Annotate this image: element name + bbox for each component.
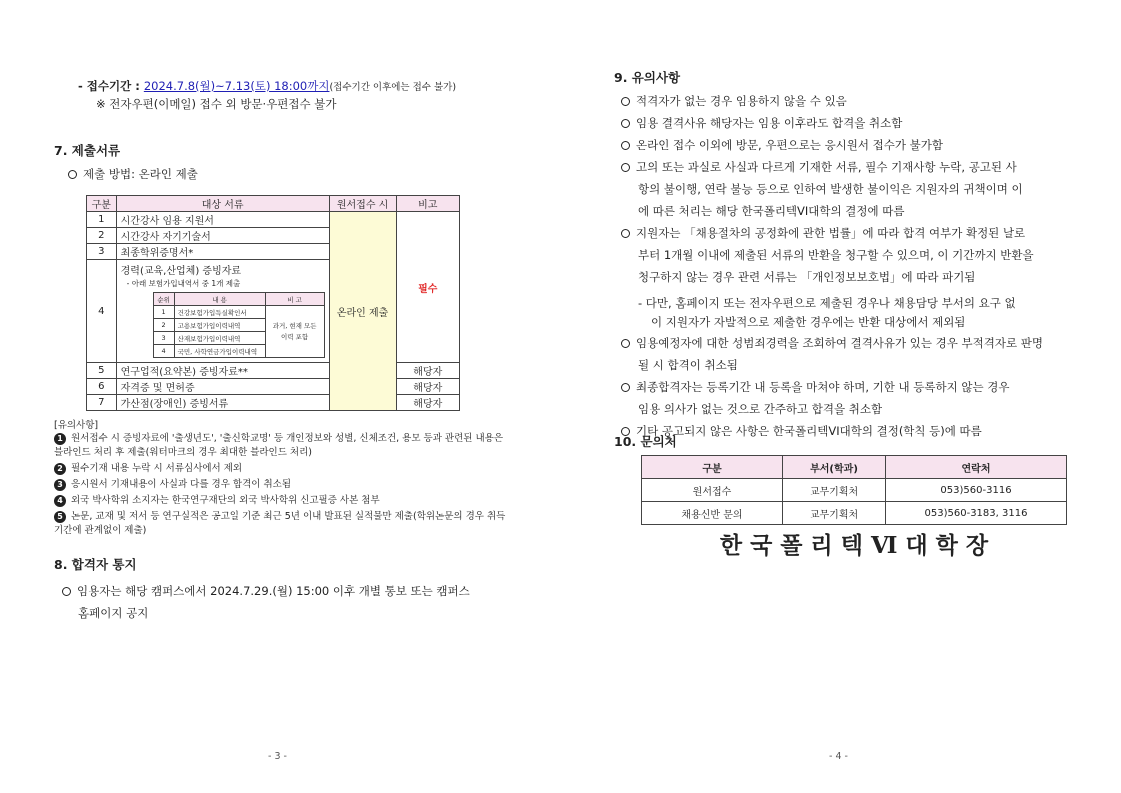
- note-number: 4: [54, 495, 66, 507]
- notice-text: 에 따른 처리는 해당 한국폴리텍VI대학의 결정에 따름: [638, 204, 905, 218]
- contact-dept: 교무기획처: [783, 479, 886, 502]
- submit-method: [68, 166, 198, 182]
- note-item: [54, 478, 514, 492]
- row-note: 해당자: [396, 379, 459, 395]
- row-no: 6: [87, 379, 117, 395]
- circle-bullet-icon: [621, 339, 630, 348]
- table-row: [642, 502, 1067, 525]
- inner-no: 2: [153, 319, 174, 332]
- section-10-title: 10. 문의처: [614, 434, 677, 449]
- notify-text-2: 홈페이지 공지: [78, 606, 149, 620]
- notice-item: [621, 90, 1076, 112]
- contact-table: [641, 455, 1067, 525]
- note-text: 응시원서 기재내용이 사실과 다를 경우 합격이 취소됨: [71, 479, 292, 490]
- circle-bullet-icon: [621, 229, 630, 238]
- notice-item: [621, 156, 1076, 222]
- contact-type: 원서접수: [642, 479, 783, 502]
- table-row: [642, 479, 1067, 502]
- circle-bullet-icon: [62, 587, 71, 596]
- inner-text: 고용보험가입이력내역: [174, 319, 265, 332]
- row-doc: 최종학위증명서*: [116, 244, 329, 260]
- contact-header: 부서(학과): [783, 456, 886, 479]
- notify-text-1: 임용자는 해당 캠퍼스에서 2024.7.29.(월) 15:00 이후 개별 통보 또는 캠퍼스: [77, 584, 470, 598]
- notice-text: 임용예정자에 대한 성범죄경력을 조회하여 결격사유가 있는 경우 부적격자로 판명: [636, 336, 1043, 350]
- inner-text: 국민, 사학연금가입이력내역: [174, 345, 265, 358]
- section-7-title: 7. 제출서류: [54, 143, 121, 158]
- notice-text: 기타 공고되지 않은 사항은 한국폴리텍VI대학의 결정(학칙 등)에 따름: [636, 424, 982, 438]
- notice-text: 지원자는 「채용절차의 공정화에 관한 법률」에 따라 합격 여부가 확정된 날로: [636, 226, 1026, 240]
- inner-note: 과거, 현재 모든 이력 포함: [265, 306, 324, 358]
- documents-table: [86, 195, 460, 411]
- note-number: 5: [54, 511, 66, 523]
- notice-text: 온라인 접수 이외에 방문, 우편으로는 응시원서 접수가 불가함: [636, 138, 943, 152]
- row-doc: 경력(교육,산업체) 증빙자료: [120, 266, 242, 277]
- required-cell: 필수: [396, 212, 459, 363]
- note-text: 논문, 교재 및 저서 등 연구실적은 공고일 기준 최근 5년 이내 발표된 실적물만 제출(학위논문의 경우 취득기간에 관계없이 제출): [54, 511, 506, 536]
- row-doc: 시간강사 임용 지원서: [116, 212, 329, 228]
- note-text: 원서접수 시 증빙자료에 '출생년도', '출신학교명' 등 개인정보와 성별, 신체조건, 용모 등과 관련된 내용은 블라인드 처리 후 제출(워터마크의 경우 최대한 블라인드 처리): [54, 433, 504, 458]
- notice-text: 임용 의사가 없는 것으로 간주하고 합격을 취소함: [638, 402, 883, 416]
- circle-bullet-icon: [621, 97, 630, 106]
- notes-title: [유의사항]: [54, 420, 99, 431]
- period-note: ※ 전자우편(이메일) 접수 외 방문·우편접수 불가: [96, 97, 337, 111]
- inner-text: 건강보험가입득실확인서: [174, 306, 265, 319]
- circle-bullet-icon: [68, 170, 77, 179]
- row-doc: 연구업적(요약본) 증빙자료**: [116, 363, 329, 379]
- note-item: [54, 432, 514, 460]
- row-doc-sub: - 아래 보험가입내역서 중 1개 제출: [126, 279, 241, 288]
- online-cell: 온라인 제출: [329, 212, 396, 411]
- inner-no: 3: [153, 332, 174, 345]
- circle-bullet-icon: [621, 163, 630, 172]
- table-row: [87, 363, 460, 379]
- notice-sub-text: 이 지원자가 자발적으로 제출한 경우에는 반환 대상에서 제외됨: [651, 315, 966, 329]
- contact-header: 연락처: [886, 456, 1067, 479]
- notice-text: 항의 불이행, 연락 불능 등으로 인하여 발생한 불이익은 지원자의 귀책이며 이: [638, 182, 1023, 196]
- row-doc: 자격증 및 면허증: [116, 379, 329, 395]
- page-number-right: - 4 -: [829, 751, 848, 762]
- notice-item: [621, 420, 1076, 442]
- row-doc: 시간강사 자기기술서: [116, 228, 329, 244]
- inner-no: 1: [153, 306, 174, 319]
- insurance-table: [153, 292, 325, 358]
- inner-no: 4: [153, 345, 174, 358]
- note-text: 필수기재 내용 누락 시 서류심사에서 제외: [71, 463, 243, 474]
- notice-sub-text: - 다만, 홈페이지 또는 전자우편으로 제출된 경우나 채용담당 부서의 요구 없: [638, 296, 1016, 310]
- header-cell: 원서접수 시: [329, 196, 396, 212]
- period-link[interactable]: 2024.7.8(월)~7.13(토) 18:00까지: [143, 79, 330, 93]
- signature: 한 국 폴 리 텍 Ⅵ 대 학 장: [719, 532, 989, 559]
- inner-text: 산재보험가입이력내역: [174, 332, 265, 345]
- notice-item: [621, 134, 1076, 156]
- inner-header: 내 용: [174, 293, 265, 306]
- note-number: 2: [54, 463, 66, 475]
- submit-method-text: 제출 방법: 온라인 제출: [83, 167, 198, 181]
- section-9-title: 9. 유의사항: [614, 70, 681, 85]
- contact-type: 채용신반 문의: [642, 502, 783, 525]
- circle-bullet-icon: [621, 383, 630, 392]
- row-no: 3: [87, 244, 117, 260]
- header-cell: 구분: [87, 196, 117, 212]
- header-cell: 대상 서류: [116, 196, 329, 212]
- inner-header: 비 고: [265, 293, 324, 306]
- row-no: 7: [87, 395, 117, 411]
- notice-list: [621, 90, 1076, 442]
- row-doc: 가산점(장애인) 증빙서류: [116, 395, 329, 411]
- note-number: 1: [54, 433, 66, 445]
- notice-text: 적격자가 없는 경우 임용하지 않을 수 있음: [636, 94, 847, 108]
- contact-phone: 053)560-3183, 3116: [886, 502, 1067, 525]
- table-row: [87, 395, 460, 411]
- notice-item: [621, 332, 1076, 376]
- row-no: 5: [87, 363, 117, 379]
- note-text: 외국 박사학위 소지자는 한국연구재단의 외국 박사학위 신고필증 사본 첨부: [71, 495, 380, 506]
- notice-text: 청구하지 않는 경우 관련 서류는 「개인정보보호법」에 따라 파기됨: [638, 270, 976, 284]
- notes-list: [54, 432, 514, 538]
- header-cell: 비고: [396, 196, 459, 212]
- note-item: [54, 510, 514, 538]
- circle-bullet-icon: [621, 119, 630, 128]
- inner-header: 순위: [153, 293, 174, 306]
- page-number-left: - 3 -: [268, 751, 287, 762]
- notice-text: 부터 1개월 이내에 제출된 서류의 반환을 청구할 수 있으며, 이 기간까지 반환을: [638, 248, 1034, 262]
- note-item: [54, 494, 514, 508]
- row-no: 1: [87, 212, 117, 228]
- notice-text: 고의 또는 과실로 사실과 다르게 기재한 서류, 필수 기재사항 누락, 공고된 사: [636, 160, 1017, 174]
- notice-item: [621, 376, 1076, 420]
- notice-sub: [621, 294, 1076, 332]
- notice-text: 될 시 합격이 취소됨: [638, 358, 738, 372]
- period-prefix: - 접수기간 :: [78, 79, 144, 93]
- row-note: 해당자: [396, 363, 459, 379]
- section-8-text: [62, 580, 470, 624]
- contact-phone: 053)560-3116: [886, 479, 1067, 502]
- contact-dept: 교무기획처: [783, 502, 886, 525]
- notice-item: [621, 222, 1076, 288]
- table-row: [87, 379, 460, 395]
- note-number: 3: [54, 479, 66, 491]
- circle-bullet-icon: [621, 141, 630, 150]
- period-line: [78, 78, 456, 94]
- row-doc-4: [116, 260, 329, 363]
- table-row: [87, 212, 460, 228]
- period-suffix: (접수기간 이후에는 접수 불가): [329, 82, 457, 93]
- contact-header: 구분: [642, 456, 783, 479]
- row-no: 4: [87, 260, 117, 363]
- section-8-title: 8. 합격자 통지: [54, 557, 137, 572]
- notice-item: [621, 112, 1076, 134]
- note-item: [54, 462, 514, 476]
- row-note: 해당자: [396, 395, 459, 411]
- notice-text: 최종합격자는 등록기간 내 등록을 마쳐야 하며, 기한 내 등록하지 않는 경우: [636, 380, 1010, 394]
- row-no: 2: [87, 228, 117, 244]
- notice-text: 임용 결격사유 해당자는 임용 이후라도 합격을 취소함: [636, 116, 903, 130]
